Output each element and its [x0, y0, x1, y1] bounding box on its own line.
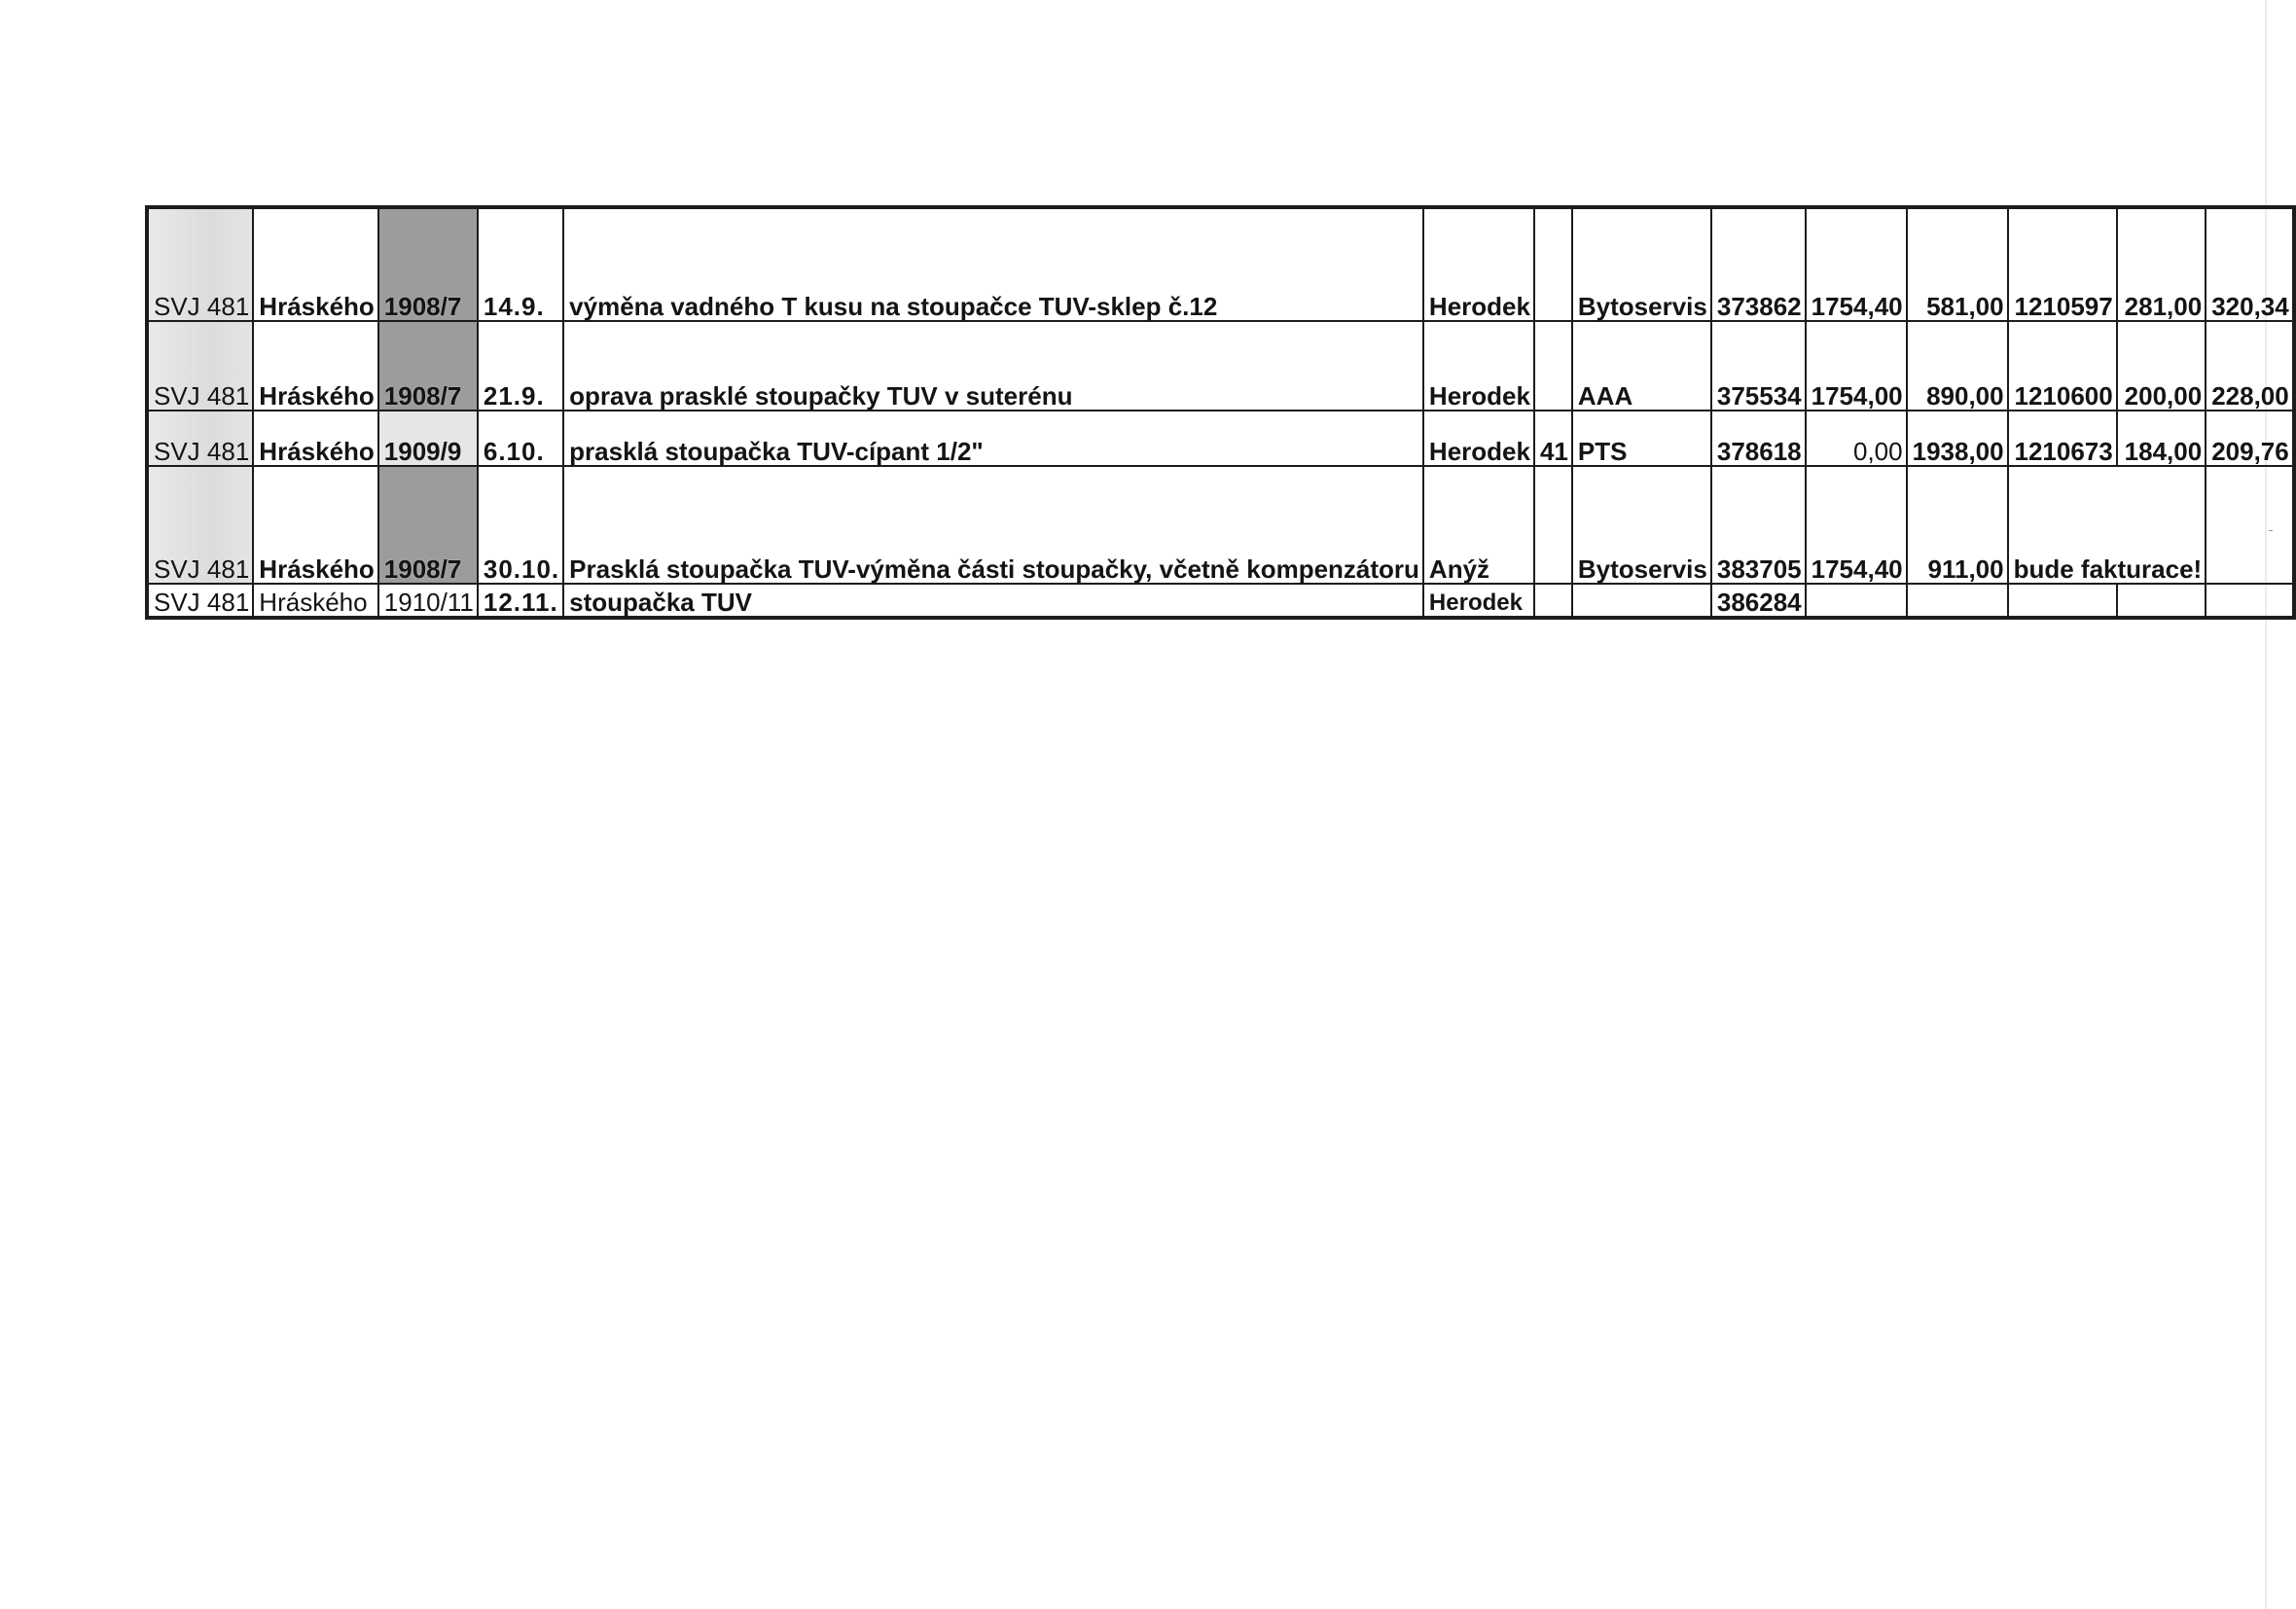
- street-cell: Hráského: [253, 584, 378, 618]
- material-cell: 0,00: [1806, 411, 1907, 466]
- hours-cell: [1534, 321, 1572, 411]
- street-cell: Hráského: [253, 321, 378, 411]
- worker-cell: Herodek: [1423, 411, 1534, 466]
- note-cell: bude fakturace!: [2008, 466, 2206, 584]
- description-cell: výměna vadného T kusu na stoupačce TUV-sklep č.12: [563, 207, 1423, 321]
- description-cell: Prasklá stoupačka TUV-výměna části stoupačky, včetně kompenzátoru: [563, 466, 1423, 584]
- worker-cell: Herodek: [1423, 321, 1534, 411]
- gross-cell: 209,76: [2206, 411, 2294, 466]
- date-cell: 21.9.: [478, 321, 563, 411]
- svj-cell: SVJ 481: [147, 321, 253, 411]
- amount-cell: 1938,00: [1907, 411, 2008, 466]
- firm-cell: Bytoservis: [1572, 207, 1711, 321]
- firm-cell: PTS: [1572, 411, 1711, 466]
- repairs-table: [145, 205, 2296, 620]
- date-cell: 30.10.: [478, 466, 563, 584]
- firm-cell: AAA: [1572, 321, 1711, 411]
- net-cell: 184,00: [2117, 411, 2206, 466]
- order-number-cell: 386284: [1711, 584, 1806, 618]
- street-cell: Hráského: [253, 207, 378, 321]
- code-cell: 1909/9: [378, 411, 478, 466]
- order-number-cell: 373862: [1711, 207, 1806, 321]
- gross-cell: 320,34: [2206, 207, 2294, 321]
- amount-cell: [1907, 584, 2008, 618]
- worker-cell: Herodek: [1423, 584, 1534, 618]
- gross-cell: [2206, 466, 2294, 584]
- svj-cell: SVJ 481: [147, 466, 253, 584]
- amount-cell: 581,00: [1907, 207, 2008, 321]
- net-cell: [2117, 584, 2206, 618]
- code-cell: 1910/11: [378, 584, 478, 618]
- firm-cell: Bytoservis: [1572, 466, 1711, 584]
- street-cell: Hráského: [253, 466, 378, 584]
- description-cell: prasklá stoupačka TUV-cípant 1/2": [563, 411, 1423, 466]
- material-cell: 1754,40: [1806, 466, 1907, 584]
- order-number-cell: 383705: [1711, 466, 1806, 584]
- invoice-number-cell: 1210673: [2008, 411, 2117, 466]
- svj-cell: SVJ 481: [147, 207, 253, 321]
- material-cell: 1754,40: [1806, 207, 1907, 321]
- code-cell: 1908/7: [378, 207, 478, 321]
- gross-cell: 228,00: [2206, 321, 2294, 411]
- table-row: [147, 321, 2294, 411]
- hours-cell: [1534, 207, 1572, 321]
- invoice-number-cell: [2008, 584, 2117, 618]
- date-cell: 14.9.: [478, 207, 563, 321]
- amount-cell: 890,00: [1907, 321, 2008, 411]
- table-row: [147, 584, 2294, 618]
- worker-cell: Anýž: [1423, 466, 1534, 584]
- description-cell: stoupačka TUV: [563, 584, 1423, 618]
- street-cell: Hráského: [253, 411, 378, 466]
- order-number-cell: 378618: [1711, 411, 1806, 466]
- code-cell: 1908/7: [378, 466, 478, 584]
- table-row: [147, 411, 2294, 466]
- material-cell: [1806, 584, 1907, 618]
- gross-cell: [2206, 584, 2294, 618]
- invoice-number-cell: 1210597: [2008, 207, 2117, 321]
- svj-cell: SVJ 481: [147, 411, 253, 466]
- code-cell: 1908/7: [378, 321, 478, 411]
- net-cell: 281,00: [2117, 207, 2206, 321]
- table-row: [147, 207, 2294, 321]
- svj-cell: SVJ 481: [147, 584, 253, 618]
- net-cell: 200,00: [2117, 321, 2206, 411]
- worker-cell: Herodek: [1423, 207, 1534, 321]
- amount-cell: 911,00: [1907, 466, 2008, 584]
- order-number-cell: 375534: [1711, 321, 1806, 411]
- firm-cell: [1572, 584, 1711, 618]
- date-cell: 12.11.: [478, 584, 563, 618]
- hours-cell: [1534, 466, 1572, 584]
- date-cell: 6.10.: [478, 411, 563, 466]
- table-row: [147, 466, 2294, 584]
- invoice-number-cell: 1210600: [2008, 321, 2117, 411]
- description-cell: oprava prasklé stoupačky TUV v suterénu: [563, 321, 1423, 411]
- material-cell: 1754,00: [1806, 321, 1907, 411]
- hours-cell: 41: [1534, 411, 1572, 466]
- hours-cell: [1534, 584, 1572, 618]
